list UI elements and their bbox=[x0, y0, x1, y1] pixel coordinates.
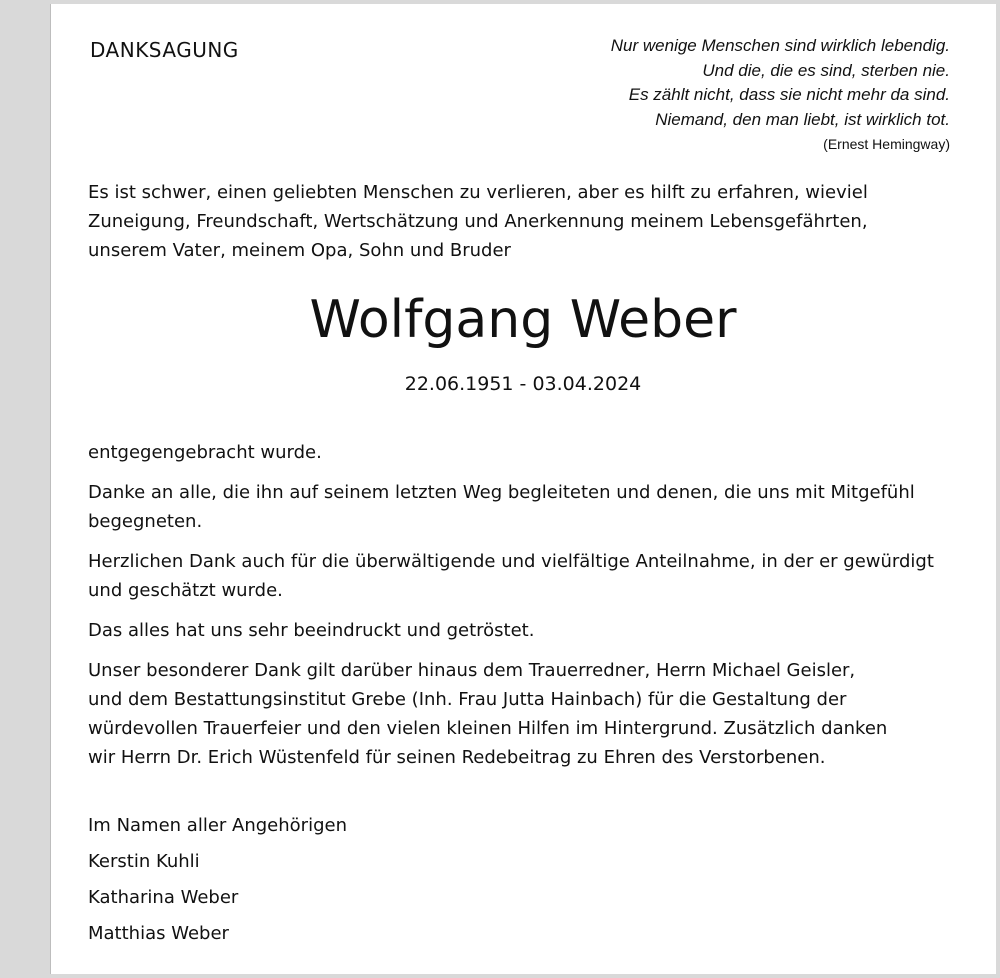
heading: DANKSAGUNG bbox=[90, 38, 239, 62]
quote-line: Nur wenige Menschen sind wirklich lebendig. bbox=[610, 36, 950, 55]
paragraph bbox=[88, 656, 958, 772]
quote-block bbox=[530, 34, 950, 157]
signatory-name: Matthias Weber bbox=[88, 923, 229, 944]
paragraph bbox=[88, 547, 958, 605]
signature-intro: Im Namen aller Angehörigen bbox=[88, 815, 347, 836]
body-line: und dem Bestattungsinstitut Grebe (Inh. Frau Jutta Hainbach) für die Gestaltung der bbox=[88, 689, 847, 710]
paragraph bbox=[88, 478, 958, 536]
quote-line: Es zählt nicht, dass sie nicht mehr da sind. bbox=[628, 85, 950, 104]
body-line: wir Herrn Dr. Erich Wüstenfeld für seinen Redebeitrag zu Ehren des Verstorbenen. bbox=[88, 747, 826, 768]
signatory-name: Katharina Weber bbox=[88, 887, 239, 908]
body-line: begegneten. bbox=[88, 511, 203, 532]
deceased-name: Wolfgang Weber bbox=[309, 290, 737, 350]
body-text bbox=[88, 438, 958, 783]
life-dates: 22.06.1951 - 03.04.2024 bbox=[404, 373, 642, 395]
paragraph bbox=[88, 438, 958, 467]
intro-line: Es ist schwer, einen geliebten Menschen zu verlieren, aber es hilft zu erfahren, wieviel bbox=[88, 182, 868, 203]
quote-line: Und die, die es sind, sterben nie. bbox=[702, 60, 950, 80]
signatory-name: Kerstin Kuhli bbox=[88, 851, 200, 872]
body-line: Danke an alle, die ihn auf seinem letzten Weg begleiteten und denen, die uns mit Mitgefühl bbox=[88, 482, 915, 503]
quote-line: Niemand, den man liebt, ist wirklich tot. bbox=[655, 109, 950, 129]
body-line: und geschätzt wurde. bbox=[88, 580, 283, 601]
signature-block bbox=[88, 808, 347, 952]
intro-text bbox=[88, 178, 938, 265]
body-line: entgegengebracht wurde. bbox=[88, 442, 322, 463]
intro-line: unserem Vater, meinem Opa, Sohn und Bruder bbox=[88, 240, 511, 261]
paragraph bbox=[88, 616, 958, 645]
body-line: Herzlichen Dank auch für die überwältigende und vielfältige Anteilnahme, in der er gewürdigt bbox=[88, 551, 934, 572]
intro-line: Zuneigung, Freundschaft, Wertschätzung und Anerkennung meinem Lebensgefährten, bbox=[88, 211, 868, 232]
body-line: würdevollen Trauerfeier und den vielen kleinen Hilfen im Hintergrund. Zusätzlich danken bbox=[88, 718, 888, 739]
body-line: Unser besonderer Dank gilt darüber hinaus dem Trauerredner, Herrn Michael Geisler, bbox=[88, 660, 856, 681]
body-line: Das alles hat uns sehr beeindruckt und getröstet. bbox=[88, 620, 535, 641]
quote-author: (Ernest Hemingway) bbox=[823, 136, 950, 152]
